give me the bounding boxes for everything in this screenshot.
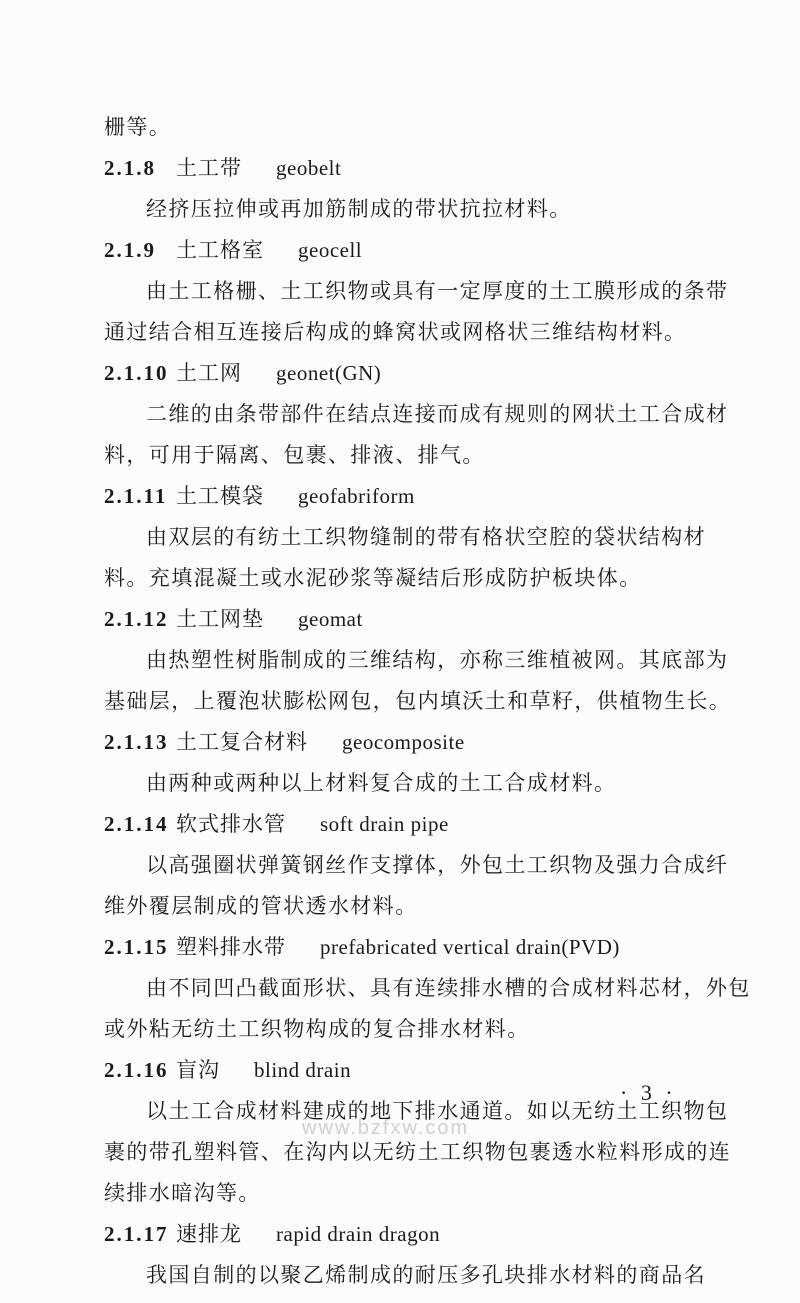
paragraph-line: 由土工格栅、土工织物或具有一定厚度的土工膜形成的条带 <box>146 279 729 303</box>
term-heading <box>104 934 704 960</box>
paragraph-line: 基础层，上覆泡状膨松网包，包内填沃土和草籽，供植物生长。 <box>104 689 732 713</box>
term-chinese: 速排龙 <box>176 1222 242 1246</box>
term-english: geonet(GN) <box>276 361 382 385</box>
paragraph-line: 以土工合成材料建成的地下排水通道。如以无纺土工织物包 <box>146 1099 729 1123</box>
term-chinese: 土工复合材料 <box>176 730 308 754</box>
watermark: www.bzfxw.com <box>302 1117 470 1139</box>
term-number: 2.1.17 <box>104 1222 169 1246</box>
paragraph-line: 经挤压拉伸或再加筋制成的带状抗拉材料。 <box>146 197 572 221</box>
page-number: · 3 · <box>620 1080 677 1105</box>
term-english: soft drain pipe <box>320 812 449 836</box>
paragraph-line: 料，可用于隔离、包裹、排液、排气。 <box>104 443 485 467</box>
paragraph-line: 以高强圈状弹簧钢丝作支撑体，外包土工织物及强力合成纤 <box>146 853 729 877</box>
term-english: geocomposite <box>342 730 465 754</box>
term-heading <box>104 811 704 837</box>
term-heading <box>104 360 704 386</box>
paragraph-line: 由两种或两种以上材料复合成的土工合成材料。 <box>146 771 617 795</box>
term-heading <box>104 155 704 181</box>
paragraph-line: 维外覆层制成的管状透水材料。 <box>104 894 418 918</box>
term-english: geomat <box>298 607 363 631</box>
term-heading <box>104 729 704 755</box>
term-chinese: 土工网垫 <box>176 607 264 631</box>
term-english: geofabriform <box>298 484 415 508</box>
paragraph-line: 或外粘无纺土工织物构成的复合排水材料。 <box>104 1017 530 1041</box>
paragraph-line: 我国自制的以聚乙烯制成的耐压多孔块排水材料的商品名 <box>146 1263 706 1287</box>
paragraph-line: 由热塑性树脂制成的三维结构，亦称三维植被网。其底部为 <box>146 648 729 672</box>
paragraph-line: 由双层的有纺土工织物缝制的带有格状空腔的袋状结构材 <box>146 525 706 549</box>
term-heading <box>104 1221 704 1247</box>
paragraph-line: 裹的带孔塑料管、在沟内以无纺土工织物包裹透水粒料形成的连 <box>104 1140 732 1164</box>
term-heading <box>104 606 704 632</box>
term-chinese: 塑料排水带 <box>176 935 286 959</box>
term-english: blind drain <box>254 1058 352 1082</box>
paragraph-line: 料。充填混凝土或水泥砂浆等凝结后形成防护板块体。 <box>104 566 642 590</box>
term-number: 2.1.15 <box>104 935 169 959</box>
term-chinese: 土工网 <box>176 361 242 385</box>
term-number: 2.1.11 <box>104 484 168 508</box>
term-number: 2.1.8 <box>104 156 156 180</box>
term-chinese: 软式排水管 <box>176 812 286 836</box>
term-heading <box>104 1057 704 1083</box>
term-number: 2.1.10 <box>104 361 169 385</box>
term-chinese: 土工格室 <box>176 238 264 262</box>
term-number: 2.1.13 <box>104 730 169 754</box>
paragraph-line: 通过结合相互连接后构成的蜂窝状或网格状三维结构材料。 <box>104 320 687 344</box>
term-chinese: 土工带 <box>176 156 242 180</box>
term-chinese: 土工模袋 <box>176 484 264 508</box>
term-english: geobelt <box>276 156 342 180</box>
term-heading <box>104 483 704 509</box>
term-number: 2.1.12 <box>104 607 169 631</box>
term-english: rapid drain dragon <box>276 1222 441 1246</box>
term-english: geocell <box>298 238 363 262</box>
paragraph-line: 栅等。 <box>104 115 172 139</box>
term-number: 2.1.9 <box>104 238 156 262</box>
term-number: 2.1.16 <box>104 1058 169 1082</box>
paragraph-line: 续排水暗沟等。 <box>104 1181 261 1205</box>
paragraph-line: 二维的由条带部件在结点连接而成有规则的网状土工合成材 <box>146 402 729 426</box>
term-chinese: 盲沟 <box>176 1058 220 1082</box>
term-heading <box>104 237 704 263</box>
term-number: 2.1.14 <box>104 812 169 836</box>
paragraph-line: 由不同凹凸截面形状、具有连续排水槽的合成材料芯材，外包 <box>146 976 751 1000</box>
term-english: prefabricated vertical drain(PVD) <box>320 935 620 959</box>
